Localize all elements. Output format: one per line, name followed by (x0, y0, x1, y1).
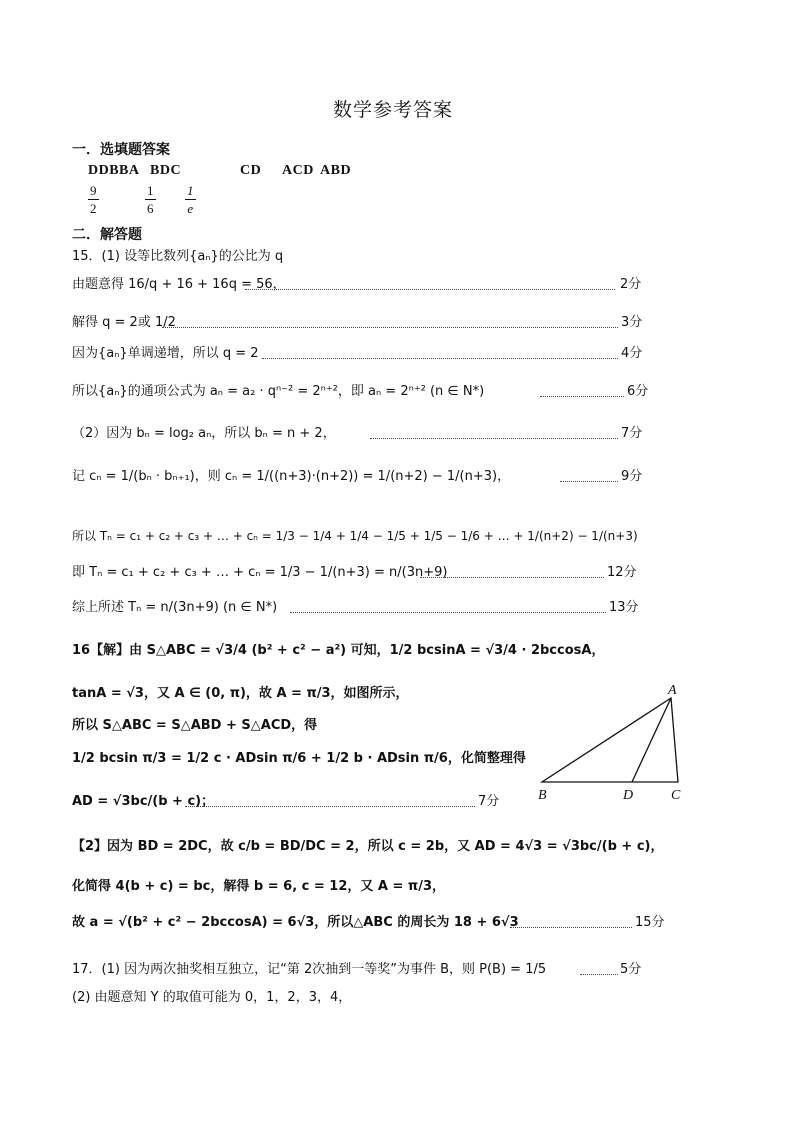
q15-score-12: 12分 (607, 565, 637, 580)
leader-dots (262, 358, 618, 359)
q15-score-7: 7分 (621, 426, 643, 441)
answer-10: ACD (282, 163, 314, 178)
q15-score-2: 2分 (620, 277, 642, 292)
fraction-denominator: 6 (147, 201, 154, 216)
q15-line-7: 记 cₙ = 1/(bₙ · bₙ₊₁)，则 cₙ = 1/((n+3)·(n+2)) = 1/(n+2) − 1/(n+3)， (72, 469, 511, 484)
q15-line-1: 15．(1) 设等比数列{aₙ}的公比为 q (72, 249, 284, 264)
q16-line-2: tanA = √3，又 A ∈ (0, π)，故 A = π/3，如图所示， (72, 686, 409, 701)
vertex-label-a: A (668, 683, 677, 698)
answer-1-5: DDBBA (88, 163, 140, 178)
leader-dots (162, 327, 618, 328)
q16-line-6: 【2】因为 BD = 2DC，故 c/b = BD/DC = 2，所以 c = 2b，又 AD = 4√3 = √3bc/(b + c)， (72, 839, 664, 854)
answer-12-fraction (88, 184, 99, 215)
q15-score-3: 3分 (621, 315, 643, 330)
section-heading-choice: 一．选填题答案 (72, 142, 170, 158)
fraction-denominator: 2 (90, 201, 97, 216)
q16-line-3: 所以 S△ABC = S△ABD + S△ACD，得 (72, 718, 318, 733)
triangle-abc (542, 698, 678, 782)
fraction-numerator: 9 (90, 183, 97, 198)
triangle-figure (536, 680, 696, 805)
answer-13-fraction (145, 184, 156, 215)
q17-line-1: 17．(1) 因为两次抽奖相互独立，记“第 2次抽到一等奖”为事件 B，则 P(B) = 1/5 (72, 962, 547, 977)
section-heading-solutions: 二．解答题 (72, 227, 142, 243)
vertex-label-d: D (623, 788, 634, 803)
leader-dots (290, 612, 606, 613)
leader-dots (185, 806, 475, 807)
q16-line-1: 16【解】由 S△ABC = √3/4 (b² + c² − a²) 可知，1/2 bcsinA = √3/4 · 2bccosA， (72, 643, 605, 658)
q16-line-8: 故 a = √(b² + c² − 2bccosA) = 6√3，所以△ABC 的周长为 18 + 6√3 (72, 915, 519, 930)
leader-dots (370, 438, 618, 439)
q16-line-5: AD = √3bc/(b + c)； (72, 794, 215, 809)
answer-9: CD (240, 163, 262, 178)
q17-score-5: 5分 (620, 962, 642, 977)
q15-score-9: 9分 (621, 469, 643, 484)
q15-line-4: 因为{aₙ}单调递增，所以 q = 2 (72, 346, 259, 361)
leader-dots (540, 396, 624, 397)
leader-dots (510, 927, 632, 928)
q16-line-7: 化简得 4(b + c) = bc，解得 b = 6, c = 12，又 A = π/3， (72, 879, 446, 894)
q15-line-6: （2）因为 bₙ = log₂ aₙ，所以 bₙ = n + 2， (72, 426, 336, 441)
vertex-label-b: B (538, 788, 547, 803)
q15-line-8: 所以 Tₙ = c₁ + c₂ + c₃ + … + cₙ = 1/3 − 1/4 + 1/4 − 1/5 + 1/5 − 1/6 + … + 1/(n+2) − 1/(n+3) (72, 529, 638, 543)
q15-line-9: 即 Tₙ = c₁ + c₂ + c₃ + … + cₙ = 1/3 − 1/(n+3) = n/(3n+9) (72, 565, 448, 580)
q15-line-5: 所以{aₙ}的通项公式为 aₙ = a₂ · qⁿ⁻² = 2ⁿ⁺²，即 aₙ = 2ⁿ⁺² (n ∈ N*) (72, 384, 485, 399)
q17-line-2: (2) 由题意知 Y 的取值可能为 0，1，2，3，4， (72, 990, 352, 1005)
q15-score-6: 6分 (627, 384, 649, 399)
vertex-label-c: C (671, 788, 681, 803)
q16-score-15: 15分 (635, 915, 665, 930)
answer-14-fraction (185, 184, 196, 215)
leader-dots (245, 289, 615, 290)
q16-line-4: 1/2 bcsin π/3 = 1/2 c · ADsin π/6 + 1/2 b · ADsin π/6，化简整理得 (72, 751, 526, 766)
q15-score-4: 4分 (621, 346, 643, 361)
leader-dots (420, 577, 604, 578)
q15-line-2: 由题意得 16/q + 16 + 16q = 56， (72, 277, 286, 292)
q15-line-10: 综上所述 Tₙ = n/(3n+9) (n ∈ N*) (72, 600, 278, 615)
answer-11: ABD (320, 163, 352, 178)
leader-dots (560, 481, 618, 482)
page-title: 数学参考答案 (333, 99, 454, 121)
fraction-denominator: e (187, 201, 194, 216)
q15-line-3: 解得 q = 2或 1/2 (72, 315, 176, 330)
fraction-numerator: 1 (147, 183, 154, 198)
fraction-numerator: 1 (187, 183, 194, 198)
answer-6-8: BDC (150, 163, 182, 178)
leader-dots (580, 974, 618, 975)
q15-score-13: 13分 (609, 600, 639, 615)
q16-score-7: 7分 (478, 794, 500, 809)
